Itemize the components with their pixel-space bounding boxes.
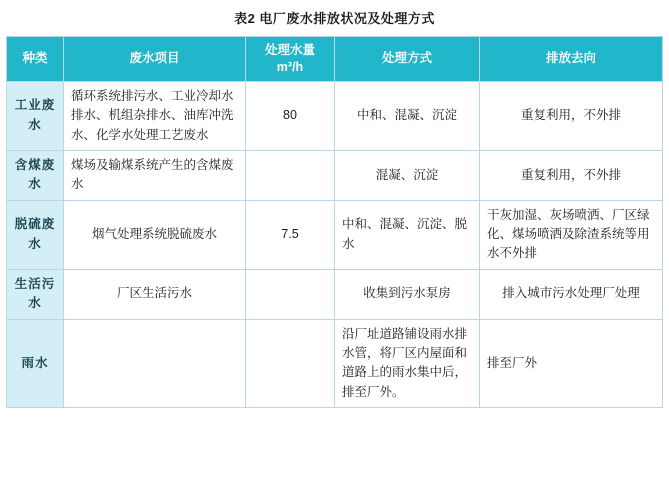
row-item: 烟气处理系统脱硫废水 — [64, 200, 246, 269]
table-header-row — [7, 37, 663, 82]
row-amount: 7.5 — [246, 200, 335, 269]
column-header-amount-unit: m³/h — [276, 59, 304, 74]
column-header-category: 种类 — [7, 37, 64, 82]
row-destination: 重复利用，不外排 — [480, 81, 663, 150]
row-destination: 排至厂外 — [480, 319, 663, 408]
row-method: 收集到污水泵房 — [335, 269, 480, 319]
table-row — [7, 269, 663, 319]
row-amount — [246, 150, 335, 200]
row-item: 煤场及输煤系统产生的含煤废水 — [64, 150, 246, 200]
row-category: 脱硫废水 — [7, 200, 64, 269]
row-category: 工业废水 — [7, 81, 64, 150]
row-destination: 干灰加湿、灰场喷洒、厂区绿化、煤场喷洒及除渣系统等用水不外排 — [480, 200, 663, 269]
row-category: 含煤废水 — [7, 150, 64, 200]
column-header-destination: 排放去向 — [480, 37, 663, 82]
table-body — [7, 81, 663, 407]
row-method: 混凝、沉淀 — [335, 150, 480, 200]
row-item — [64, 319, 246, 408]
column-header-item: 废水项目 — [64, 37, 246, 82]
row-method: 沿厂址道路铺设雨水排水管，将厂区内屋面和道路上的雨水集中后，排至厂外。 — [335, 319, 480, 408]
page-title: 表2 电厂废水排放状况及处理方式 — [234, 11, 435, 26]
table-header — [7, 37, 663, 82]
table-row — [7, 81, 663, 150]
table-row — [7, 150, 663, 200]
row-method: 中和、混凝、沉淀 — [335, 81, 480, 150]
table-row — [7, 319, 663, 408]
row-item: 循环系统排污水、工业冷却水排水、机组杂排水、油库冲洗水、化学水处理工艺废水 — [64, 81, 246, 150]
row-item: 厂区生活污水 — [64, 269, 246, 319]
column-header-amount-label: 处理水量 — [264, 43, 315, 57]
row-amount: 80 — [246, 81, 335, 150]
wastewater-table — [6, 36, 663, 408]
table-row — [7, 200, 663, 269]
row-method: 中和、混凝、沉淀、脱水 — [335, 200, 480, 269]
row-destination: 排入城市污水处理厂处理 — [480, 269, 663, 319]
row-category: 生活污水 — [7, 269, 64, 319]
row-amount — [246, 269, 335, 319]
row-destination: 重复利用，不外排 — [480, 150, 663, 200]
column-header-amount — [246, 37, 335, 82]
row-category: 雨水 — [7, 319, 64, 408]
column-header-method: 处理方式 — [335, 37, 480, 82]
row-amount — [246, 319, 335, 408]
